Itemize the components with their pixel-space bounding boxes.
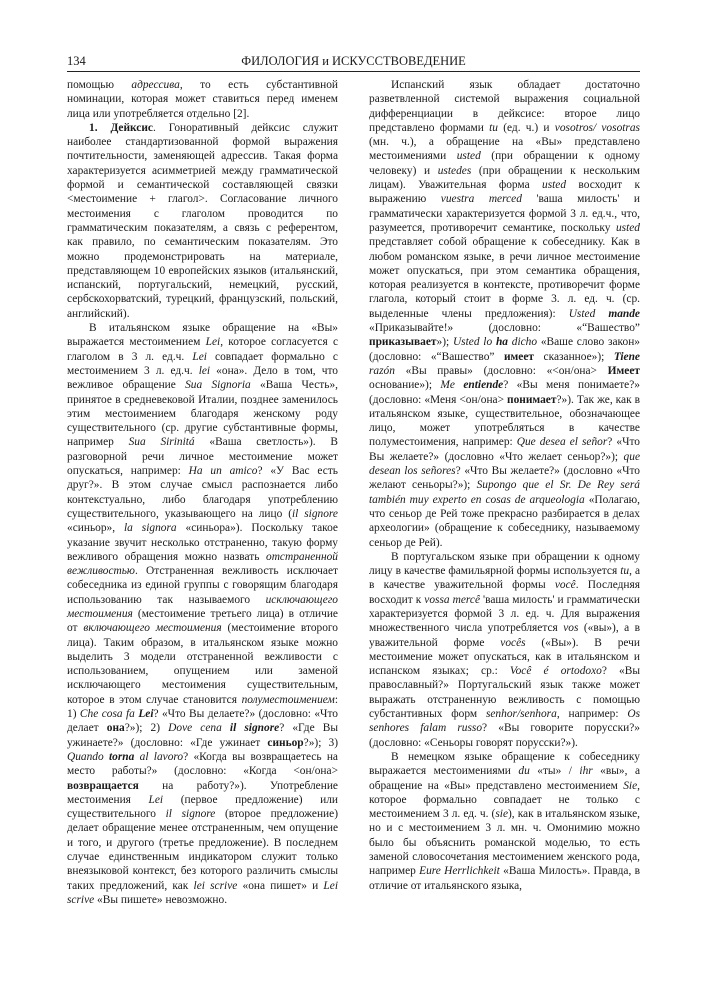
page-number: 134 bbox=[67, 54, 86, 68]
paragraph-italian: В итальянском языке обращение на «Вы» выражается местоимением Lei, которое согласуется с глаголом в 3 л. ед.ч. Lei совпадает формально с местоимением 3 л. ед.ч. lei «она». Дело в том, что вежливое обращение Sua Signoria «Ваша Честь», принятое в средневековой Италии, позднее заменилось этим местоимением благодаря женскому роду существительного (ср. другие субстантивные формы, например Sua Sirinitá «Ваша светлость»). В разговорной речи личное местоимение может опускаться, например: Ha un amico? «У Вас есть друг?». В этом случае смысл распознается либо контекстуально, либо благодаря употреблению существительного, указывающего на лицо (il signore «синьор», la signora «синьора»). Поскольку такое указание звучит несколько отстраненно, такую форму вежливого обращения можно назвать отстраненной вежливостью. Отстраненная вежливость исключает собеседника из единой группы с говорящим благодаря использованию так называемого исключающего местоимения (местоимение третьего лица) в отличие от включающего местоимения (местоимение второго лица). Таким образом, в итальянском языке можно выделить 3 модели отстраненной вежливости с использованием, опущением или заменой исключающего местоимения существительным, которое в этом случае становится полуместоимением: 1) Che cosa fa Lei? «Что Вы делаете?» (дословно: «Что делает она?»); 2) Dove cena il signore? «Где Вы ужинаете?» (дословно: «Где ужинает синьор?»); 3) Quando torna al lavoro? «Когда вы возвращаетесь на место работы?» (дословно: «Когда <он/она> возвращается на работу?»). Употребление местоимения Lei (первое предложение) или существительного il signore (второе предложение) делает обращение менее отстраненным, чем опущение и того, и другого (третье предложение). В последнем случае единственным индикатором служит только внеязыковой контекст, без которого различить смыслы таких предложений, как lei scrive «она пишет» и Lei scrive «Вы пишете» невозможно. bbox=[67, 322, 339, 906]
paragraph-intro-continuation: помощью адрессива, то есть субстантивной номинации, которая может ставиться перед именем лица или употребляется отдельно [2]. bbox=[67, 79, 338, 120]
header-rule bbox=[67, 71, 640, 72]
paragraph-spanish: Испанский язык обладает достаточно разветвленной системой выражения социальной дифференциации в дейксисе: второе лицо представлено формами tu (ед. ч.) и vosotros/ vosotras (мн. ч.), а обращение на «Вы» представлено местоимениями usted (при обращении к одному человеку) и ustedes (при обращении к нескольким лицам). Уважительная форма usted восходит к выражению vuestra merced 'ваша милость' и грамматически характеризуется формой 3 л. ед.ч., что, разумеется, противоречит семантике, поскольку usted представляет собой обращение к собеседнику. Как в любом романском языке, в речи личное местоимение может опускаться, при этом семантика обращения, которая реализуется в контексте, противоречит форме глагола, который стоит в форме 3. л. ед. ч. (ср. выделенные члены предложения): Usted mande «Приказывайте!» (дословно: «“Вашество” приказывает»); Usted lo ha dicho «Ваше слово закон» (дословно: «“Вашество” имеет сказанное»); Tiene razón «Вы правы» (дословно: «<он/она> Имеет основание»); Me entiende? «Вы меня понимаете?» (дословно: «Меня <он/она> понимает?»). Так же, как в итальянском языке, существительное, обозначающее лицо, может употребляться в качестве полуместоимения, например: Que desea el señor? «Что Вы желаете?» (дословно «Что желает сеньор?»); que desean los señores? «Что Вы желаете?» (дословно «Что желают сеньоры?»); Supongo que el Sr. De Rey será también muy experto en cosas de arqueologia «Полагаю, что сеньор де Рей тоже прекрасно разбирается в делах археологии» (обращение к собеседнику, называемому сеньор де Рей). bbox=[369, 79, 640, 549]
journal-title: ФИЛОЛОГИЯ и ИСКУССТВОВЕДЕНИЕ bbox=[241, 54, 466, 68]
paragraph-german: В немецком языке обращение к собеседнику выражается местоимениями du «ты» / ihr «вы», а обращение на «Вы» представлено местоимением Sie, которое формально совпадает не только с местоимением 3 л. ед. ч. (sie), как в итальянском языке, но и с местоимением 3 л. мн. ч. Омонимию можно было бы объяснить романской моделью, то есть заменой словосочетания местоимением женского рода, например Eure Herrlichkeit «Ваша Милость». Правда, в отличие от итальянского языка, bbox=[369, 750, 640, 892]
left-column bbox=[67, 78, 338, 907]
running-header bbox=[67, 54, 640, 70]
paragraph-deixis: 1. Дейксис. Гоноративный дейксис служит наиболее стандартизованной формой выражения почтительности, заменяющей адрессив. Такая форма характеризуется асимметрией между грамматической формой и семантической составляющей связки <местоимение + глагол>. Согласование личного местоимения с глаголом проводится по грамматическим показателям, а связь с референтом, как правило, по семантическим показателям. Это можно продемонстрировать на материале, представляющем 10 европейских языков (итальянский, испанский, португальский, немецкий, русский, сербскохорватский, турецкий, французский, польский, английский). bbox=[67, 121, 338, 320]
paragraph-portuguese: В португальском языке при обращении к одному лицу в качестве фамильярной формы используется tu, а в качестве уважительной формы você. Последняя восходит к vossa mercê 'ваша милость' и грамматически характеризуется формой 3 л. ед. ч. Для выражения множественного числа употребляется vos («вы»), а в уважительной форме vocês («Вы»). В речи местоимение может опускаться, как в итальянском и испанском языках; ср.: Você é ortodoxo? «Вы православный?» Португальский язык также может выражать отстраненную вежливость с помощью субстантивных форм senhor/senhora, например: Os senhores falam russo? «Вы говорите порусски?» (дословно: «Сеньоры говорят порусски?»). bbox=[369, 550, 641, 749]
section-heading-deixis: 1. Дейксис bbox=[89, 121, 153, 134]
right-column bbox=[369, 78, 640, 893]
